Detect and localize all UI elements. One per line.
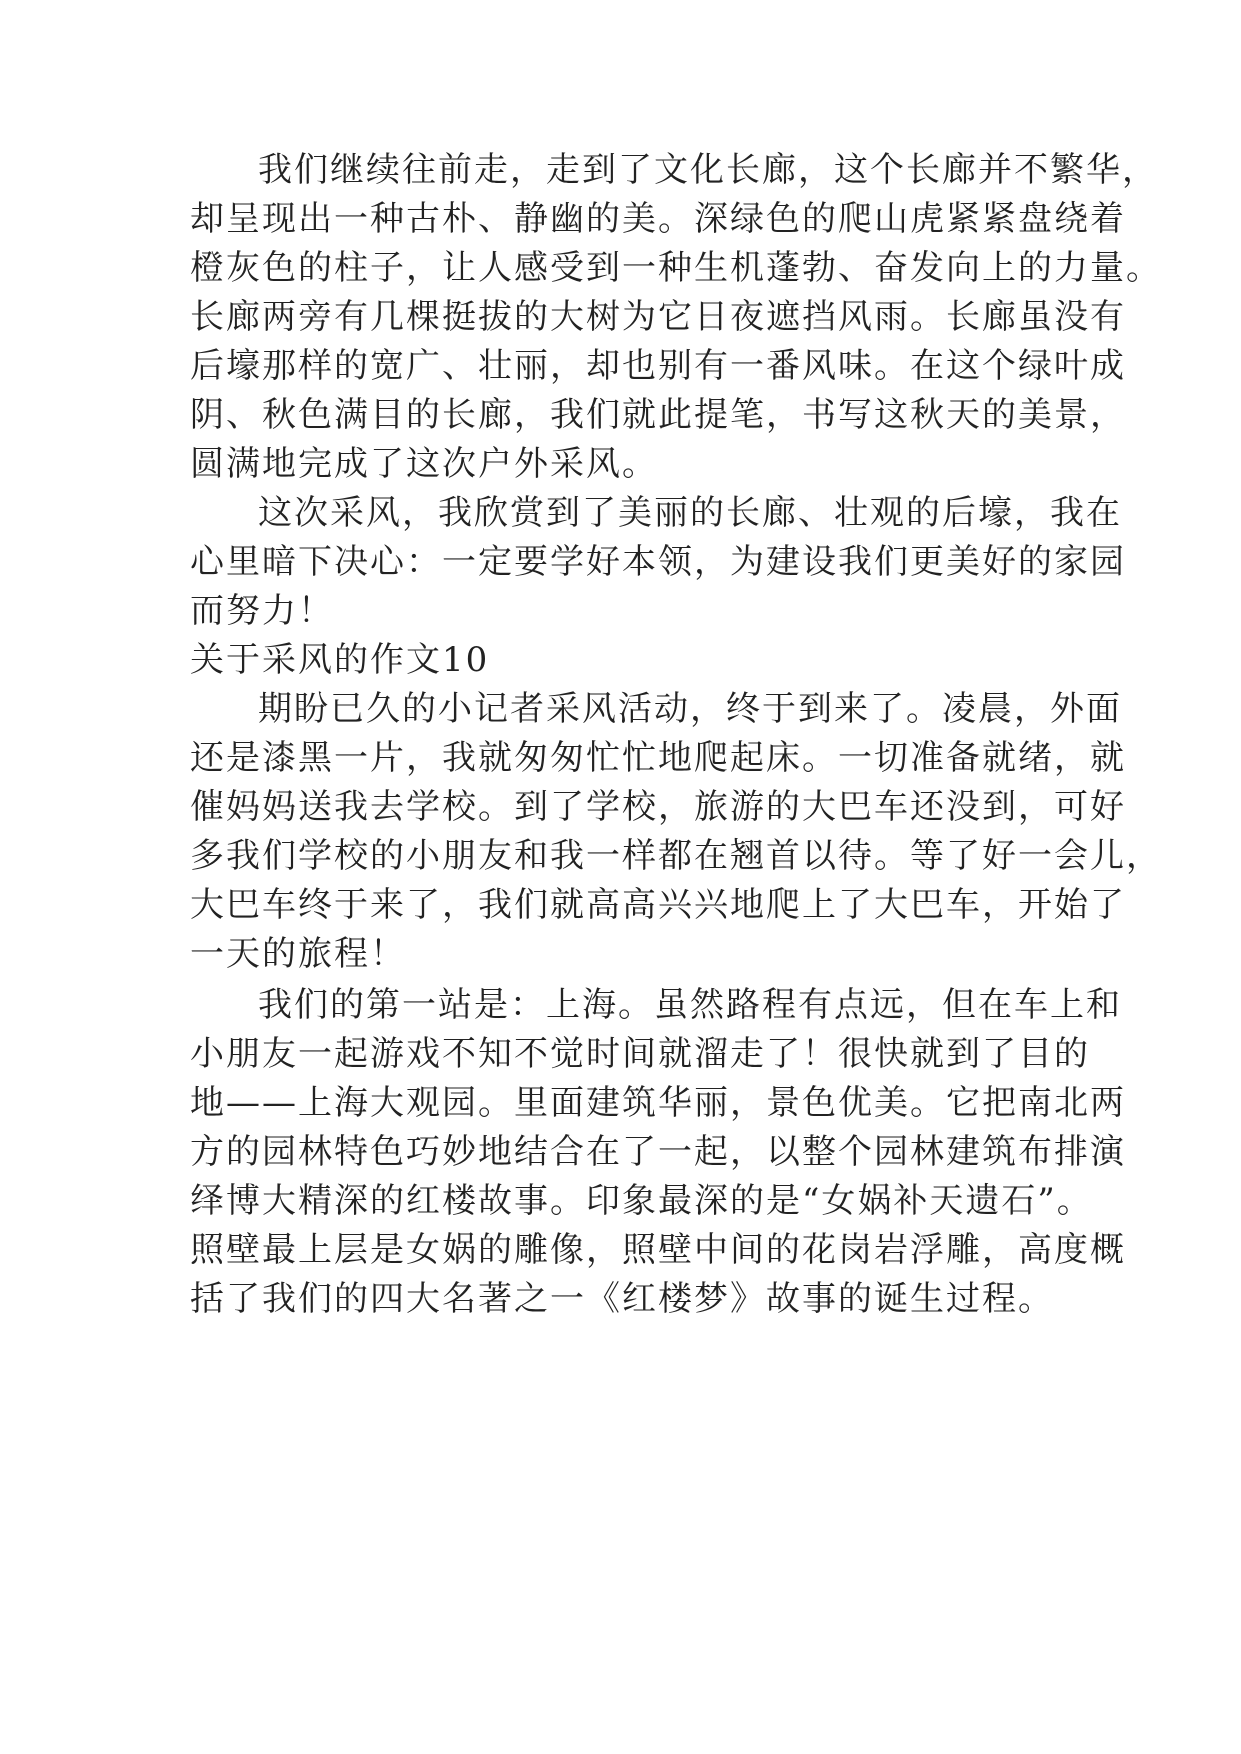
paragraph-line: 括了我们的四大名著之一《红楼梦》故事的诞生过程。 [190, 1279, 1054, 1319]
paragraph-line: 多我们学校的小朋友和我一样都在翘首以待。等了好一会儿， [190, 836, 1162, 876]
paragraph-line: 长廊两旁有几棵挺拔的大树为它日夜遮挡风雨。长廊虽没有 [190, 297, 1126, 337]
paragraph-line: 后壕那样的宽广、壮丽，却也别有一番风味。在这个绿叶成 [190, 346, 1126, 386]
paragraph-line: 小朋友一起游戏不知不觉时间就溜走了！很快就到了目的 [190, 1034, 1090, 1074]
paragraph-line: 期盼已久的小记者采风活动，终于到来了。凌晨，外面 [258, 689, 1122, 729]
paragraph-line: 这次采风，我欣赏到了美丽的长廊、壮观的后壕，我在 [258, 493, 1122, 533]
paragraph-line: 阴、秋色满目的长廊，我们就此提笔，书写这秋天的美景， [190, 395, 1126, 435]
paragraph-line: 一天的旅程！ [190, 934, 406, 974]
paragraph-line: 圆满地完成了这次户外采风。 [190, 444, 658, 484]
paragraph-line: 催妈妈送我去学校。到了学校，旅游的大巴车还没到，可好 [190, 787, 1126, 827]
paragraph-line: 橙灰色的柱子，让人感受到一种生机蓬勃、奋发向上的力量。 [190, 248, 1162, 288]
paragraph-line: 绎博大精深的红楼故事。印象最深的是“女娲补天遗石”。 [190, 1181, 1093, 1221]
section-heading: 关于采风的作文10 [190, 640, 490, 680]
paragraph-line: 方的园林特色巧妙地结合在了一起，以整个园林建筑布排演 [190, 1132, 1126, 1172]
paragraph-line: 我们的第一站是：上海。虽然路程有点远，但在车上和 [258, 985, 1122, 1025]
paragraph-line: 却呈现出一种古朴、静幽的美。深绿色的爬山虎紧紧盘绕着 [190, 199, 1126, 239]
paragraph-line: 而努力！ [190, 591, 334, 631]
paragraph-line: 大巴车终于来了，我们就高高兴兴地爬上了大巴车，开始了 [190, 885, 1126, 925]
paragraph-line: 地——上海大观园。里面建筑华丽，景色优美。它把南北两 [190, 1083, 1126, 1123]
paragraph-line: 我们继续往前走，走到了文化长廊，这个长廊并不繁华， [258, 150, 1158, 190]
paragraph-line: 心里暗下决心：一定要学好本领，为建设我们更美好的家园 [190, 542, 1126, 582]
paragraph-line: 还是漆黑一片，我就匆匆忙忙地爬起床。一切准备就绪，就 [190, 738, 1126, 778]
paragraph-line: 照壁最上层是女娲的雕像，照壁中间的花岗岩浮雕，高度概 [190, 1230, 1126, 1270]
